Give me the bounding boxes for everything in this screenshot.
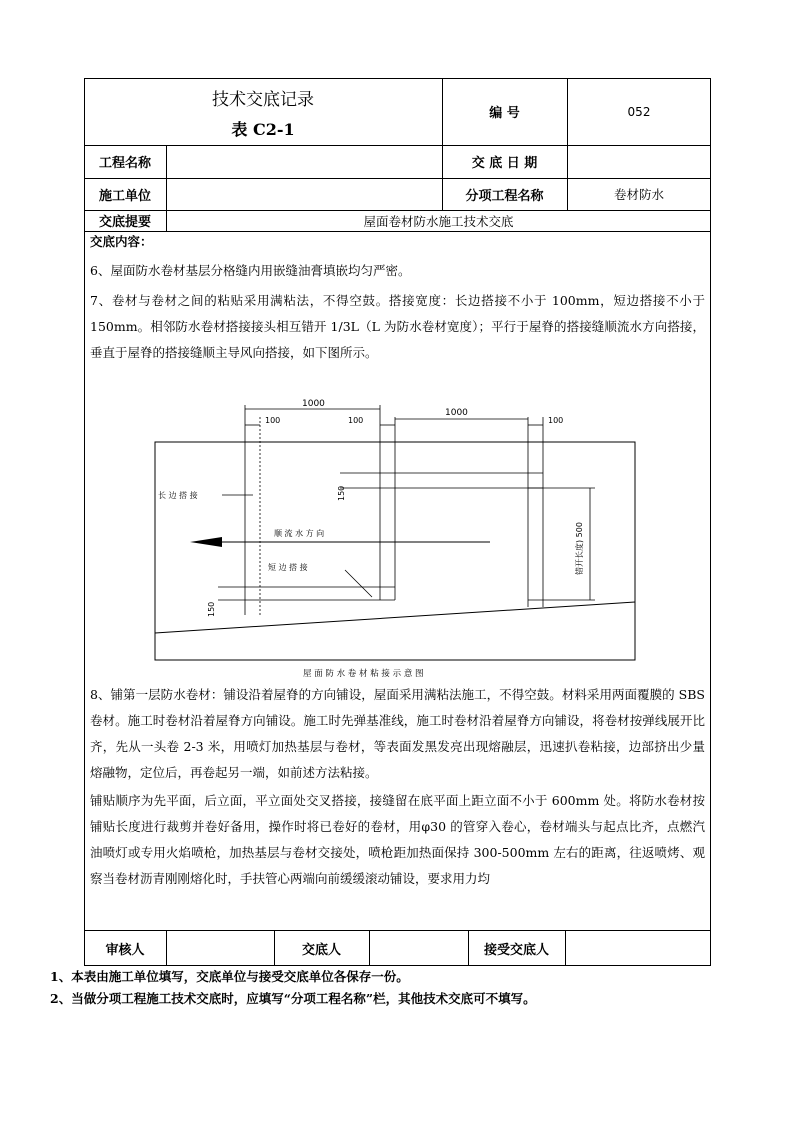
reviewer-field[interactable] xyxy=(166,930,274,966)
reviewer-label: 审核人 xyxy=(105,942,145,958)
form-code: 表 C2-1 xyxy=(231,119,295,139)
discloser-label: 交底人 xyxy=(301,942,341,958)
dim-1000-b: 1000 xyxy=(445,408,468,418)
content-bottom xyxy=(90,682,705,892)
note-2: 2、当做分项工程施工技术交底时，应填写“分项工程名称”栏，其他技术交底可不填写。 xyxy=(50,991,536,1006)
dim-100-b: 100 xyxy=(348,416,364,425)
dim-1000-a: 1000 xyxy=(302,399,325,409)
paragraph-7: 7、卷材与卷材之间的粘贴采用满粘法，不得空鼓。搭接宽度：长边搭接不小于 100mm，短边搭接不小于 150mm。相邻防水卷材搭接接头相互错开 1/3L（L 为防水卷材宽度）；平行于屋脊的搭接缝顺流水方向搭接，垂直于屋脊的搭接缝顺主导风向搭接，如下图所示。 xyxy=(90,293,705,360)
discloser-field[interactable] xyxy=(369,930,468,966)
label-long-edge: 长 边 搭 接 xyxy=(158,491,198,500)
note-1: 1、本表由施工单位填写，交底单位与接受交底单位各保存一份。 xyxy=(50,969,409,984)
subitem-field[interactable]: 卷材防水 xyxy=(613,187,664,202)
form-title: 技术交底记录 xyxy=(212,89,314,110)
leader-line xyxy=(345,570,372,597)
dim-150-a: 150 xyxy=(207,601,216,617)
subitem-label: 分项工程名称 xyxy=(465,188,544,204)
dim-150-b: 150 xyxy=(337,485,346,501)
content-top xyxy=(90,232,705,366)
form-notes xyxy=(50,966,536,1010)
flow-arrow-head xyxy=(190,537,222,547)
project-name-label: 工程名称 xyxy=(98,156,151,171)
unit-label: 施工单位 xyxy=(98,188,151,204)
summary-label: 交底提要 xyxy=(98,215,151,230)
dim-100-c: 100 xyxy=(548,416,564,425)
number-label: 编 号 xyxy=(489,106,520,121)
receiver-label: 接受交底人 xyxy=(483,942,549,958)
project-name-field[interactable] xyxy=(166,145,442,178)
date-field[interactable] xyxy=(567,145,711,178)
receiver-field[interactable] xyxy=(565,930,711,966)
roof-membrane-diagram xyxy=(150,395,640,685)
diagram-caption: 屋 面 防 水 卷 材 粘 接 示 意 图 xyxy=(303,669,424,679)
label-short-edge: 短 边 搭 接 xyxy=(268,563,308,572)
unit-field[interactable] xyxy=(166,178,442,210)
paragraph-9: 铺贴顺序为先平面，后立面，平立面处交叉搭接，接缝留在底平面上距立面不小于 600mm 处。将防水卷材按铺贴长度进行裁剪并卷好备用，操作时将已卷好的卷材，用φ30 的管穿入卷心，卷材端头与起点比齐，点燃汽油喷灯或专用火焰喷枪，加热基层与卷材交接处，喷枪距加热面保持 300-500mm 左右的距离，往返喷烤、观察当卷材沥青刚刚熔化时，手扶管心两端向前缓缓滚动铺设，要求用力均 xyxy=(90,793,705,886)
dim-100-a: 100 xyxy=(265,416,281,425)
paragraph-8: 8、铺第一层防水卷材：铺设沿着屋脊的方向铺设，屋面采用满粘法施工，不得空鼓。材料采用两面覆膜的 SBS 卷材。施工时卷材沿着屋脊方向铺设。施工时先弹基准线，施工时卷材沿着屋脊方向铺设，将卷材按弹线展开比齐，先从一头卷 2-3 米，用喷灯加热基层与卷材，等表面发黑发亮出现熔融层，迅速扒卷粘接，边部挤出少量熔融物，定位后，再卷起另一端，如前述方法粘接。 xyxy=(90,687,705,780)
summary-field[interactable]: 屋面卷材防水施工技术交底 xyxy=(363,213,514,229)
slope-line xyxy=(155,602,635,633)
paragraph-6: 6、屋面防水卷材基层分格缝内用嵌缝油膏填嵌均匀严密。 xyxy=(90,263,411,278)
label-flow-direction: 顺 流 水 方 向 xyxy=(274,529,325,538)
date-label: 交 底 日 期 xyxy=(471,156,538,171)
label-stagger: 错开长度) 500 xyxy=(575,522,584,575)
number-value[interactable]: 052 xyxy=(627,104,651,119)
content-heading: 交底内容： xyxy=(90,234,153,249)
